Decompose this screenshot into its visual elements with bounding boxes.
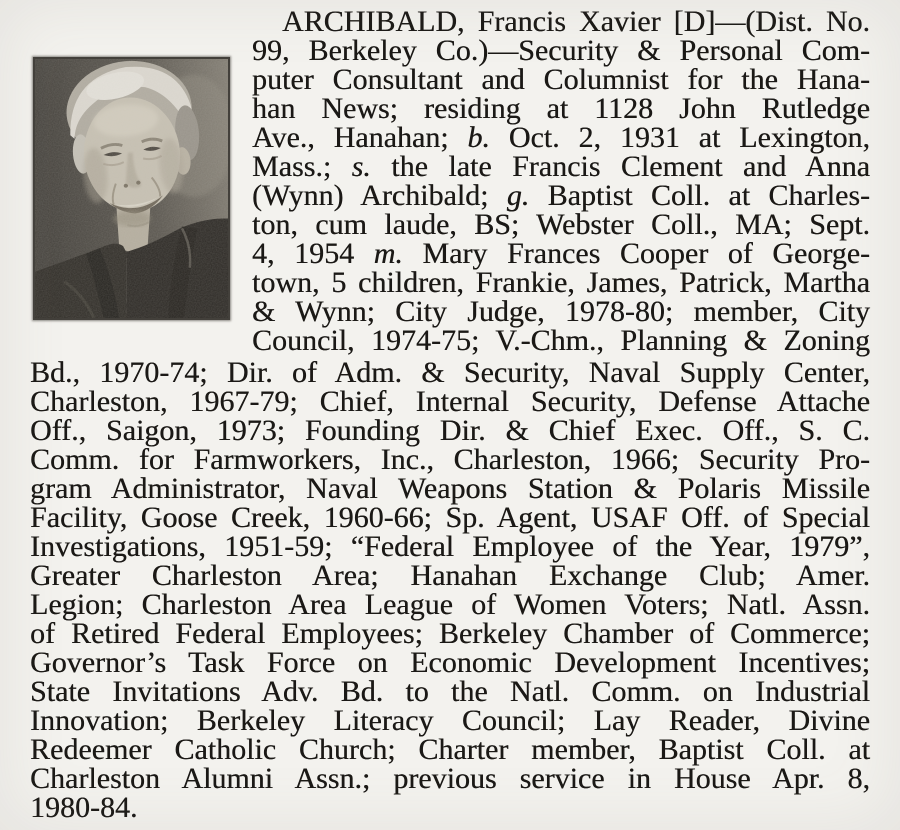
bio-line (252, 65, 870, 94)
bio-line (252, 297, 870, 326)
bio-text-segment: Off., Saigon, 1973; Founding Dir. & Chief Exec. Off., S. C. (30, 414, 870, 447)
bio-text-wrap-column (252, 7, 870, 355)
bio-line (30, 590, 870, 619)
bio-line (252, 181, 870, 210)
bio-text-segment: Mary Frances Cooper of George- (402, 237, 871, 270)
bio-line (252, 152, 870, 181)
bio-text-segment: Mass.; (252, 150, 352, 183)
bio-line (30, 445, 870, 474)
bio-text-segment: Ave., Hanahan; (252, 121, 468, 154)
bio-line (30, 416, 870, 445)
bio-text-segment: 4, 1954 (252, 237, 374, 270)
bio-line (30, 677, 870, 706)
bio-text-segment: 1980-84. (30, 791, 138, 824)
bio-text-segment: Comm. for Farmworkers, Inc., Charleston, 1966; Security Pro- (30, 443, 870, 476)
bio-text-segment: (Wynn) Archibald; (252, 179, 507, 212)
bio-line (30, 387, 870, 416)
bio-text-segment: Council, 1974-75; V.-Chm., Planning & Zoning (252, 324, 870, 357)
bio-text-segment: Oct. 2, 1931 at Lexington, (489, 121, 870, 154)
bio-abbreviation-italic: b. (467, 121, 490, 154)
bio-line (30, 503, 870, 532)
bio-text-segment: the late Francis Clement and Anna (370, 150, 870, 183)
bio-text-segment: Governor’s Task Force on Economic Development Incentives; (30, 646, 870, 679)
bio-text-full-column (30, 358, 870, 822)
bio-text-segment: Investigations, 1951-59; “Federal Employee of the Year, 1979”, (30, 530, 870, 563)
bio-line (30, 764, 870, 793)
bio-line (252, 36, 870, 65)
bio-line (252, 7, 870, 36)
bio-text-segment: Charleston, 1967-79; Chief, Internal Security, Defense Attache (30, 385, 870, 418)
bio-text-segment: Redeemer Catholic Church; Charter member, Baptist Coll. at (30, 733, 870, 766)
bio-line (30, 706, 870, 735)
bio-abbreviation-italic: m. (373, 237, 403, 270)
bio-abbreviation-italic: g. (506, 179, 530, 212)
portrait-photo (33, 57, 230, 320)
bio-text-segment: Greater Charleston Area; Hanahan Exchange Club; Amer. (30, 559, 870, 592)
bio-text-segment: & Wynn; City Judge, 1978-80; member, City (252, 295, 870, 328)
bio-text-segment: Legion; Charleston Area League of Women Voters; Natl. Assn. (30, 588, 870, 621)
bio-line (252, 326, 870, 355)
bio-line (30, 358, 870, 387)
bio-text-segment: State Invitations Adv. Bd. to the Natl. Comm. on Industrial (30, 675, 870, 708)
bio-text-segment: Baptist Coll. at Charles- (529, 179, 870, 212)
bio-line (30, 648, 870, 677)
bio-line (30, 735, 870, 764)
bio-line (30, 474, 870, 503)
bio-text-segment: town, 5 children, Frankie, James, Patrick, Martha (252, 266, 870, 299)
bio-line (30, 561, 870, 590)
bio-text-segment: gram Administrator, Naval Weapons Station & Polaris Missile (30, 472, 870, 505)
bio-text-segment: ton, cum laude, BS; Webster Coll., MA; Sept. (252, 208, 870, 241)
bio-text-segment: Innovation; Berkeley Literacy Council; Lay Reader, Divine (30, 704, 870, 737)
bio-line (252, 94, 870, 123)
bio-line (252, 123, 870, 152)
bio-abbreviation-italic: s. (351, 150, 371, 183)
bio-text-segment: puter Consultant and Columnist for the Hana- (252, 63, 870, 96)
photo-grain (35, 59, 228, 318)
bio-text-segment: Charleston Alumni Assn.; previous service in House Apr. 8, (30, 762, 870, 795)
bio-text-segment: han News; residing at 1128 John Rutledge (252, 92, 870, 125)
bio-line (30, 793, 870, 822)
bio-line (252, 239, 870, 268)
bio-text-segment: Bd., 1970-74; Dir. of Adm. & Security, Naval Supply Center, (30, 356, 870, 389)
bio-line (30, 619, 870, 648)
bio-text-segment: ARCHIBALD, Francis Xavier [D]—(Dist. No. (282, 5, 870, 38)
portrait-image (35, 59, 228, 318)
bio-text-segment: Facility, Goose Creek, 1960-66; Sp. Agent, USAF Off. of Special (30, 501, 870, 534)
bio-text-segment: of Retired Federal Employees; Berkeley Chamber of Commerce; (30, 617, 870, 650)
bio-line (30, 532, 870, 561)
bio-line (252, 268, 870, 297)
bio-text-segment: 99, Berkeley Co.)—Security & Personal Com- (252, 34, 870, 67)
bio-line (252, 210, 870, 239)
